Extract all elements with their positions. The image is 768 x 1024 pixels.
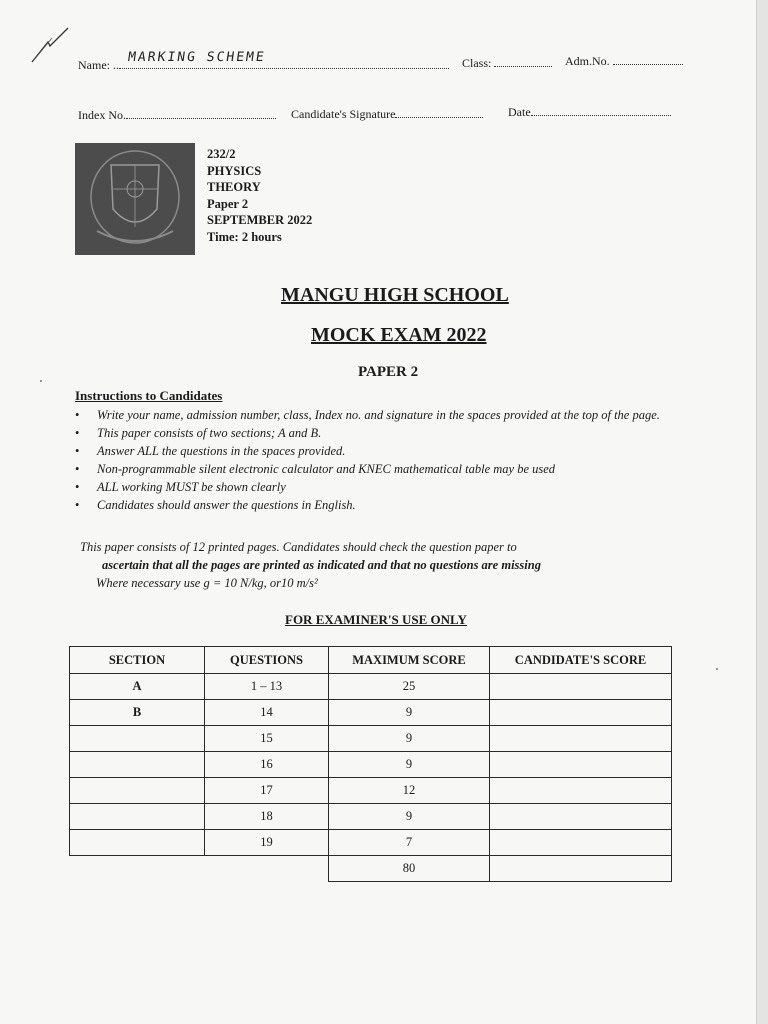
table-row [70, 674, 672, 700]
notes-block [80, 538, 541, 592]
section-cell [70, 752, 205, 778]
paper-code: 232/2 [207, 147, 236, 161]
section-cell [70, 778, 205, 804]
blank-cell [70, 856, 205, 882]
paper-section: THEORY [207, 180, 261, 194]
section-cell [70, 804, 205, 830]
instruction-item: • Non-programmable silent electronic calculator and KNEC mathematical table may be used [75, 462, 556, 476]
class-line [462, 54, 552, 71]
candidate-score-cell[interactable] [490, 674, 672, 700]
bullet-icon: • [75, 462, 80, 476]
questions-cell: 18 [205, 804, 329, 830]
signature-field[interactable] [395, 105, 483, 118]
bullet-icon: • [75, 426, 80, 440]
class-field[interactable] [494, 54, 552, 67]
questions-cell: 14 [205, 700, 329, 726]
candidate-score-cell[interactable] [490, 778, 672, 804]
bullet-icon: • [75, 480, 80, 494]
max-score-cell: 12 [329, 778, 490, 804]
questions-cell: 19 [205, 830, 329, 856]
section-cell: A [70, 674, 205, 700]
column-header: CANDIDATE'S SCORE [490, 647, 672, 674]
score-table-header [70, 647, 672, 674]
adm-label: Adm.No. [565, 54, 610, 68]
instructions-heading: Instructions to Candidates [75, 388, 223, 403]
class-label: Class: [462, 56, 492, 70]
paper-number: Paper 2 [207, 196, 249, 211]
instruction-item: • Candidates should answer the questions in English. [75, 498, 356, 512]
signature-label: Candidate's Signature [291, 107, 396, 121]
max-score-cell: 25 [329, 674, 490, 700]
date-field[interactable] [531, 103, 671, 116]
instruction-item: • Write your name, admission number, class, Index no. and signature in the spaces provided at the top of the page. [75, 408, 660, 422]
candidate-score-cell[interactable] [490, 752, 672, 778]
max-score-cell: 7 [329, 830, 490, 856]
total-max-cell: 80 [329, 856, 490, 882]
table-row [70, 726, 672, 752]
paper-subject: PHYSICS [207, 163, 262, 178]
school-crest [75, 143, 195, 255]
column-header: SECTION [70, 647, 205, 674]
index-label: Index No. [78, 108, 126, 122]
date-line [508, 103, 671, 120]
scan-speck [716, 668, 718, 670]
name-label: Name: .. [78, 58, 119, 72]
column-header: MAXIMUM SCORE [329, 647, 490, 674]
instruction-item: • Answer ALL the questions in the spaces provided. [75, 444, 346, 458]
school-title: MANGU HIGH SCHOOL [281, 284, 509, 306]
exam-title: MOCK EXAM 2022 [311, 324, 487, 346]
max-score-cell: 9 [329, 700, 490, 726]
index-line [78, 106, 276, 123]
candidate-score-cell[interactable] [490, 700, 672, 726]
page-edge [756, 0, 768, 1024]
score-table [69, 646, 672, 882]
questions-cell: 16 [205, 752, 329, 778]
instruction-item: • ALL working MUST be shown clearly [75, 480, 286, 494]
signature-line [291, 105, 483, 122]
pages-note-continued: ascertain that all the pages are printed as indicated and that no questions are missing [102, 558, 541, 572]
instruction-item: • This paper consists of two sections; A and B. [75, 426, 322, 440]
name-handwritten: MARKING SCHEME [126, 50, 267, 65]
paper-title: PAPER 2 [358, 364, 419, 380]
questions-cell: 15 [205, 726, 329, 752]
questions-cell: 1 – 13 [205, 674, 329, 700]
table-row [70, 700, 672, 726]
pages-note: This paper consists of 12 printed pages. Candidates should check the question paper to [80, 540, 517, 554]
column-header: QUESTIONS [205, 647, 329, 674]
questions-cell: 17 [205, 778, 329, 804]
table-row [70, 804, 672, 830]
table-row [70, 752, 672, 778]
paper-date: SEPTEMBER 2022 [207, 213, 313, 227]
bullet-icon: • [75, 444, 80, 458]
paper-time: Time: 2 hours [207, 229, 282, 244]
pen-mark [28, 22, 76, 70]
table-row [70, 778, 672, 804]
table-row [70, 830, 672, 856]
bullet-icon: • [75, 498, 80, 512]
crest-emblem-icon [75, 143, 195, 255]
total-score-cell[interactable] [490, 856, 672, 882]
blank-cell [205, 856, 329, 882]
max-score-cell: 9 [329, 804, 490, 830]
section-cell [70, 830, 205, 856]
instructions-list [75, 406, 715, 514]
date-label: Date [508, 105, 531, 119]
adm-field[interactable] [613, 52, 683, 65]
examiner-heading: FOR EXAMINER'S USE ONLY [285, 612, 467, 627]
paper-info [207, 146, 312, 245]
index-field[interactable] [126, 106, 276, 119]
candidate-score-cell[interactable] [490, 726, 672, 752]
total-row [70, 856, 672, 882]
candidate-score-cell[interactable] [490, 830, 672, 856]
section-cell: B [70, 700, 205, 726]
max-score-cell: 9 [329, 752, 490, 778]
max-score-cell: 9 [329, 726, 490, 752]
candidate-score-cell[interactable] [490, 804, 672, 830]
bullet-icon: • [75, 408, 80, 422]
adm-line [565, 52, 683, 69]
section-cell [70, 726, 205, 752]
gravity-note: Where necessary use g = 10 N/kg, or10 m/s² [96, 576, 318, 590]
scan-speck [40, 380, 42, 382]
